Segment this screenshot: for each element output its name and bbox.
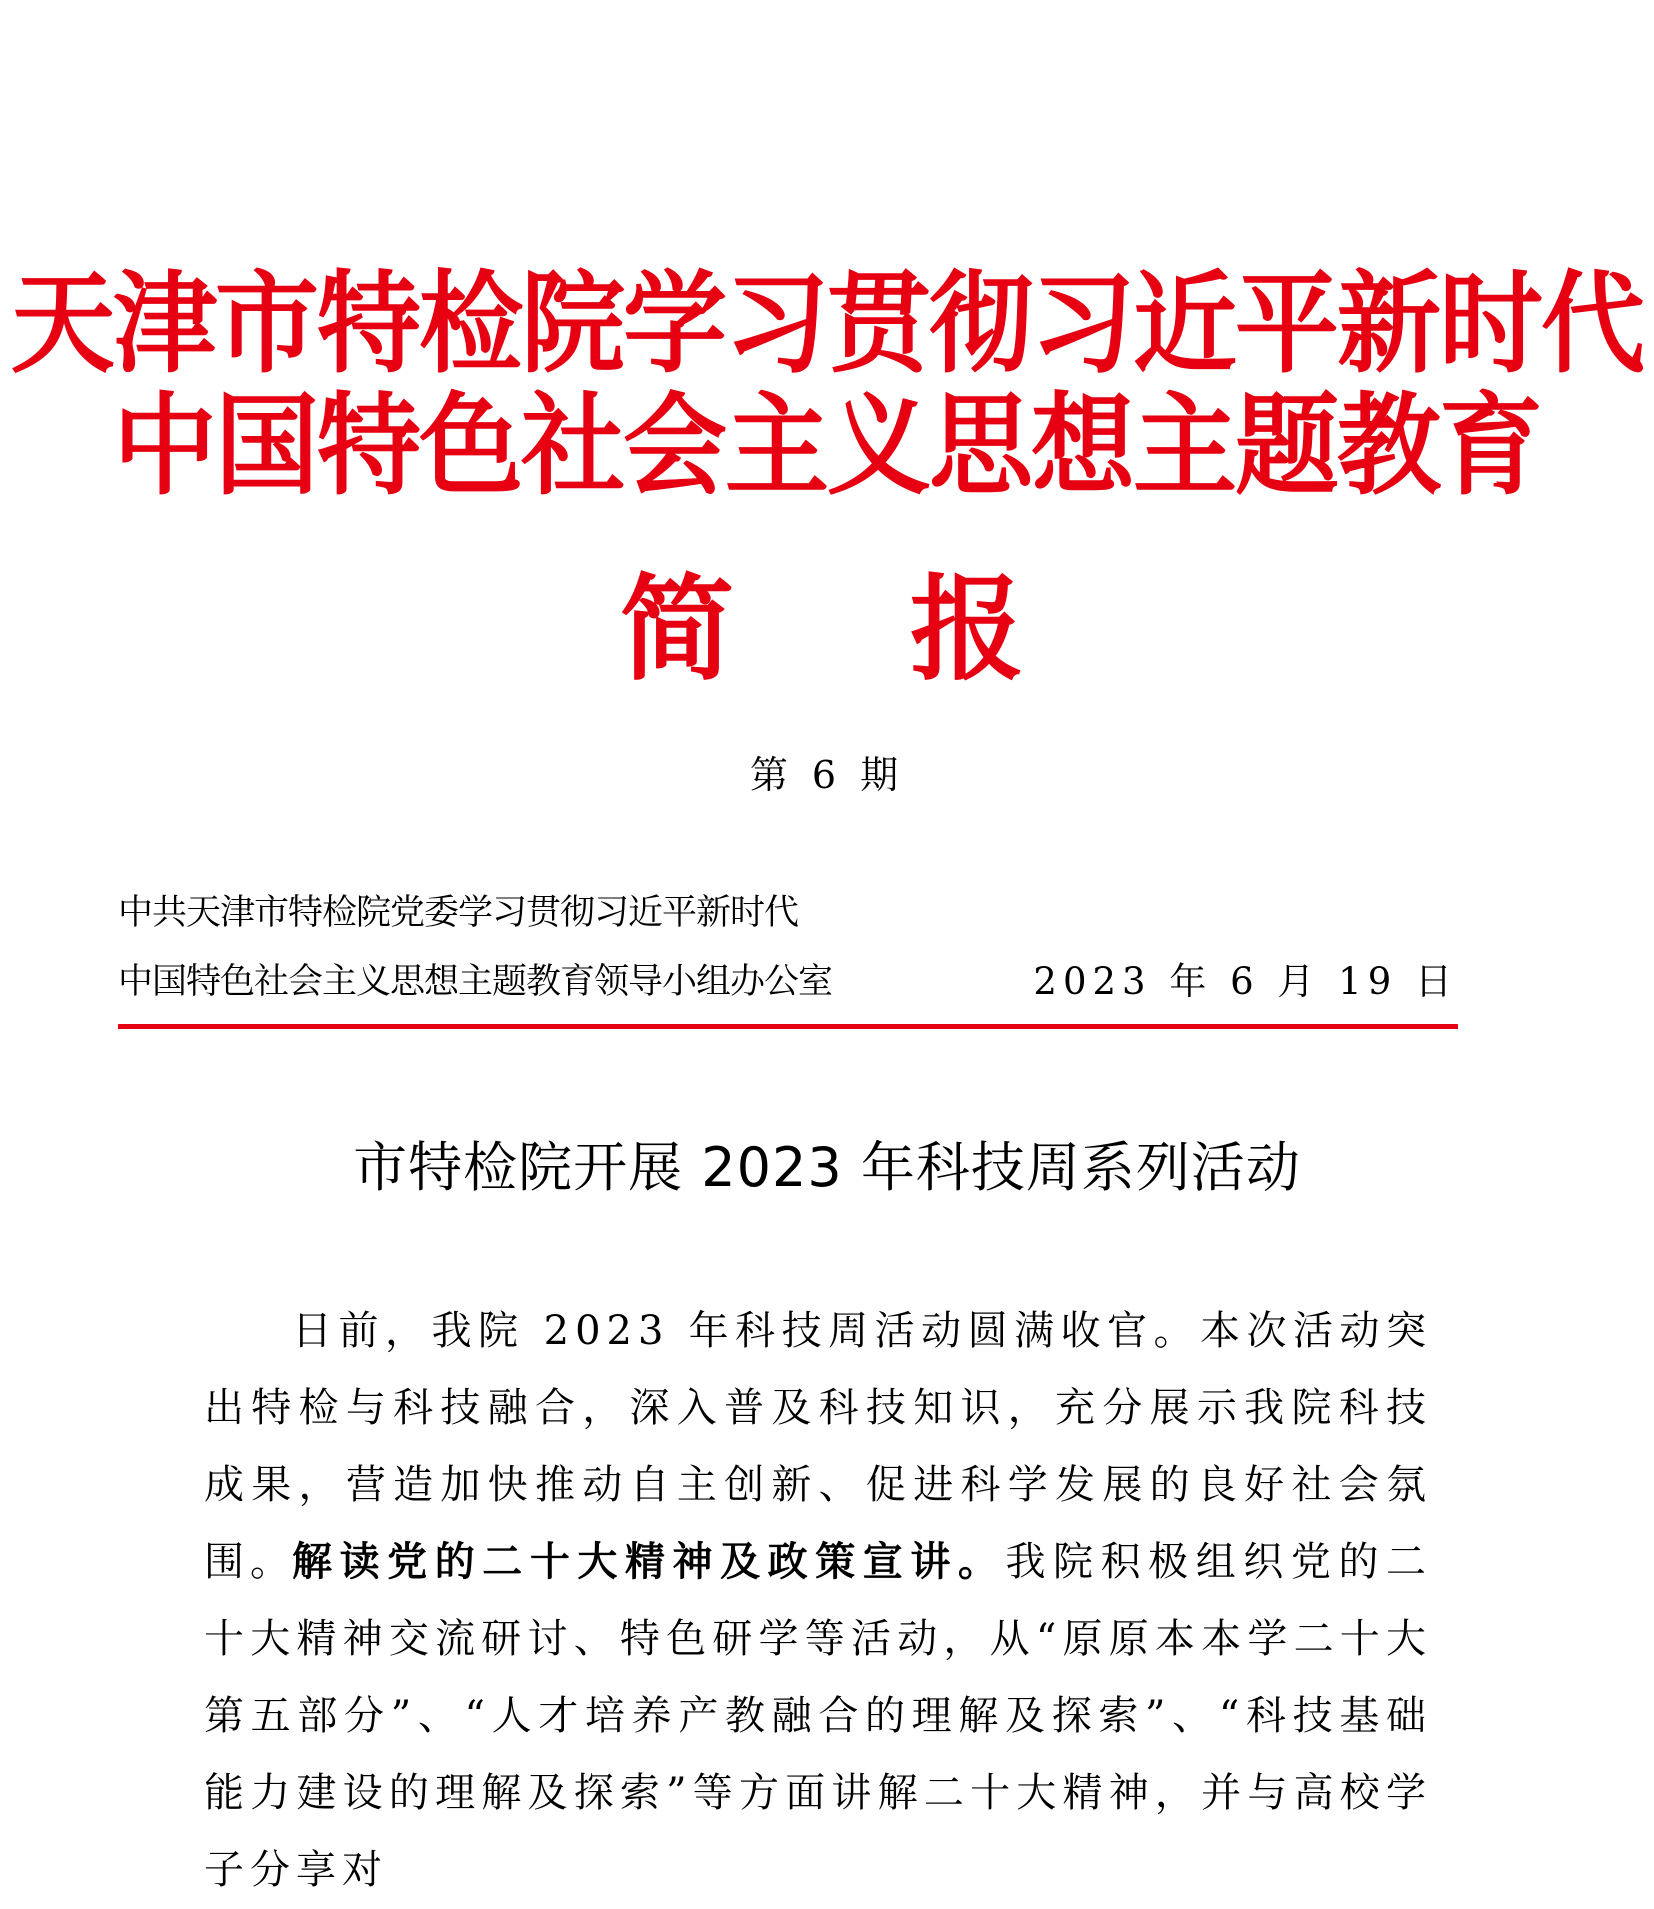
masthead-title-line-1: 天津市特检院学习贯彻习近平新时代 [10, 259, 1643, 389]
issuer-line-1: 中共天津市特检院党委学习贯彻习近平新时代 [118, 893, 799, 933]
paragraph-2-lead: 解读党的二十大精神及政策宣讲。 [292, 1538, 1006, 1585]
bulletin-heading-char-1: 简 [620, 563, 735, 696]
issuer-line-2: 中国特色社会主义思想主题教育领导小组办公室 [118, 962, 833, 1002]
bulletin-heading-char-2: 报 [910, 563, 1025, 696]
bulletin-heading [0, 565, 1654, 695]
masthead-title-line-2: 中国特色社会主义思想主题教育 [112, 381, 1541, 511]
article-title: 市特检院开展 2023 年科技周系列活动 [353, 1136, 1301, 1199]
paragraph-1-text: 日前，我院 2023 年科技周活动圆满收官。本次活动突出特检与科技融合，深入普及科技知识，充分展示我院科技成果，营造加快推动自主创新、促进科学发展的良好社会氛围。 [204, 1308, 1432, 1585]
issue-number: 第 6 期 [749, 753, 905, 797]
issue-date: 2023 年 6 月 19 日 [1033, 960, 1458, 1003]
header-divider [118, 1024, 1458, 1029]
article-paragraph-2 [204, 1523, 1432, 1909]
paragraph-2-text: 我院积极组织党的二十大精神交流研讨、特色研学等活动，从“原原本本学二十大第五部分”、“人才培养产教融合的理解及探索”、“科技基础能力建设的理解及探索”等方面讲解二十大精神，并与高校学子分享对 [204, 1539, 1433, 1893]
